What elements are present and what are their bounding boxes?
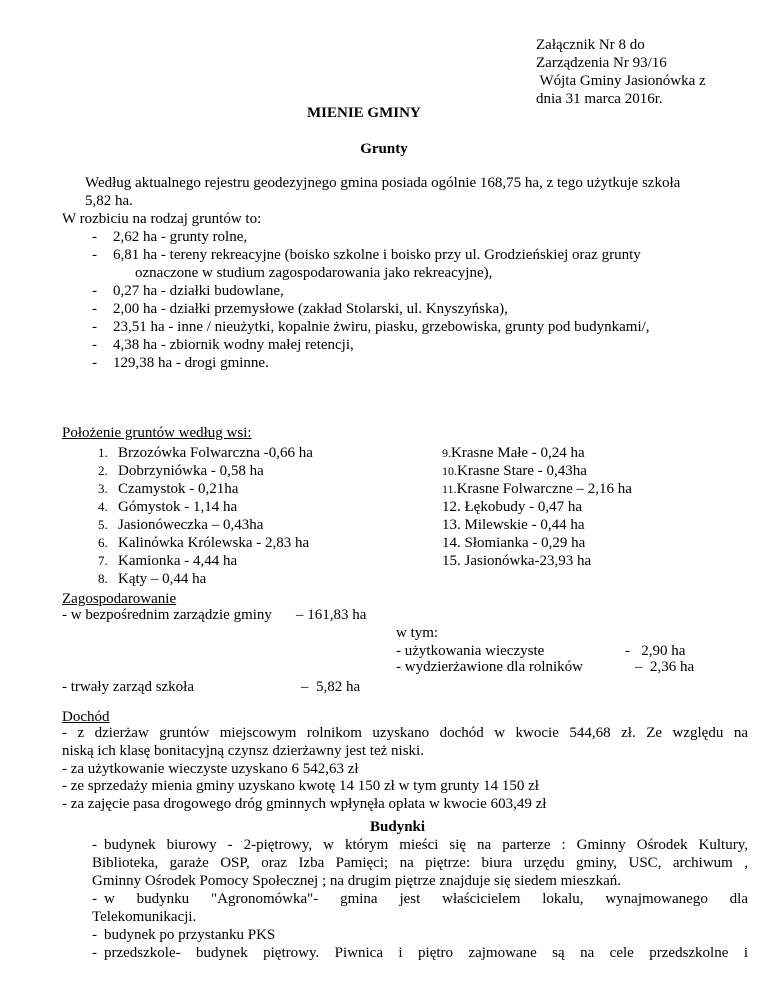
list-item: 2,00 ha - działki przemysłowe (zakład Stolarski, ul. Knyszyńska), — [113, 301, 508, 317]
list-item: 4,38 ha - zbiornik wodny małej retencji, — [113, 337, 354, 353]
dochod-line: - za zajęcie pasa drogowego dróg gminnych wpłynęła opłata w kwocie 603,49 zł — [62, 796, 547, 812]
list-item: 5. Jasionóweczka – 0,43ha — [98, 517, 264, 533]
zag-uzytk-label: - użytkowania wieczyste — [396, 643, 545, 659]
building-item-continuation: Telekomunikacji. — [92, 909, 197, 925]
list-bullet: - — [92, 247, 97, 263]
list-item-continuation: oznaczone w studium zagospodarowania jako rekreacyjne), — [135, 265, 493, 281]
building-item-continuation: Biblioteka, garaże OSP, oraz Izba Pamięci; na piętrze: biura urzędu gminy, USC, archiwum , — [92, 855, 748, 871]
list-item: 0,27 ha - działki budowlane, — [113, 283, 284, 299]
building-item: w budynku "Agronomówka"- gmina jest właścicielem lokalu, wynajmowanego dla — [104, 891, 748, 907]
list-bullet: - — [92, 945, 97, 961]
building-item: przedszkole- budynek piętrowy. Piwnica i piętro zajmowane są na cele przedszkolne i — [104, 945, 748, 961]
list-item: 14. Słomianka - 0,29 ha — [442, 535, 586, 551]
attachment-line: Zarządzenia Nr 93/16 — [536, 55, 667, 71]
list-item: 13. Milewskie - 0,44 ha — [442, 517, 585, 533]
dochod-line: - z dzierżaw gruntów miejscowym rolnikom uzyskano dochód w kwocie 544,68 zł. Ze względu na — [62, 725, 748, 741]
list-item: 12. Łękobudy - 0,47 ha — [442, 499, 582, 515]
list-item: 3. Czamystok - 0,21ha — [98, 481, 239, 497]
zag-wtym: w tym: — [396, 625, 439, 641]
zag-uzytk-value: - 2,90 ha — [625, 643, 686, 659]
list-item: 23,51 ha - inne / nieużytki, kopalnie żwiru, piasku, grzebowiska, grunty pod budynkami/, — [113, 319, 650, 335]
list-item: 1. Brzozówka Folwarczna -0,66 ha — [98, 445, 313, 461]
breakdown-intro: W rozbiciu na rodzaj gruntów to: — [62, 211, 262, 227]
list-item: 129,38 ha - drogi gminne. — [113, 355, 269, 371]
list-bullet: - — [92, 837, 97, 853]
dochod-line: - ze sprzedaży mienia gminy uzyskano kwotę 14 150 zł w tym grunty 14 150 zł — [62, 778, 539, 794]
section-heading-budynki: Budynki — [370, 819, 426, 835]
zag-wydz-value: – 2,36 ha — [635, 659, 695, 675]
building-item-continuation: Gminny Ośrodek Pomocy Społecznej ; na drugim piętrze znajduje się siedem mieszkań. — [92, 873, 622, 889]
villages-right — [442, 444, 632, 570]
building-item: budynek po przystanku PKS — [104, 927, 276, 943]
list-item: 2,62 ha - grunty rolne, — [113, 229, 248, 245]
dochod-line: niską ich klasę bonitacyjną czynsz dzierżawny jest też niski. — [62, 743, 424, 759]
list-item: 15. Jasionówka-23,93 ha — [442, 553, 592, 569]
dochod-heading: Dochód — [62, 709, 110, 725]
intro-line: Według aktualnego rejestru geodezyjnego gmina posiada ogólnie 168,75 ha, z tego użytkuje szkoła — [85, 175, 681, 191]
list-bullet: - — [92, 927, 97, 943]
list-item: 9.Krasne Małe - 0,24 ha — [442, 445, 585, 461]
list-bullet: - — [92, 891, 97, 907]
villages-left — [98, 444, 313, 588]
list-item: 2. Dobrzyniówka - 0,58 ha — [98, 463, 264, 479]
list-bullet: - — [92, 319, 97, 335]
list-item: 6,81 ha - tereny rekreacyjne (boisko szkolne i boisko przy ul. Grodzieńskiej oraz grunty — [113, 247, 641, 263]
section-heading-grunty: Grunty — [360, 141, 408, 157]
list-item: 6. Kalinówka Królewska - 2,83 ha — [98, 535, 310, 551]
zag-wydz-label: - wydzierżawione dla rolników — [396, 659, 584, 675]
attachment-line: Załącznik Nr 8 do — [536, 37, 645, 53]
list-item: 8. Kąty – 0,44 ha — [98, 571, 207, 587]
list-item: 4. Gómystok - 1,14 ha — [98, 499, 238, 515]
zag-heading: Zagospodarowanie — [62, 591, 177, 607]
attachment-note — [536, 36, 756, 108]
attachment-line: Wójta Gminy Jasionówka z — [536, 73, 706, 89]
attachment-line: dnia 31 marca 2016r. — [536, 91, 663, 107]
list-bullet: - — [92, 283, 97, 299]
list-bullet: - — [92, 229, 97, 245]
zag-direct-value: – 161,83 ha — [296, 607, 367, 623]
list-bullet: - — [92, 337, 97, 353]
intro-line: 5,82 ha. — [85, 193, 133, 209]
building-item: budynek biurowy - 2-piętrowy, w którym mieści się na parterze : Gminny Ośrodek Kultury, — [104, 837, 748, 853]
dochod-line: - za użytkowanie wieczyste uzyskano 6 542,63 zł — [62, 761, 359, 777]
page-title: MIENIE GMINY — [307, 105, 421, 121]
zag-school-label: - trwały zarząd szkoła — [62, 679, 195, 695]
location-heading: Położenie gruntów według wsi: — [62, 425, 252, 441]
zag-school-value: – 5,82 ha — [301, 679, 361, 695]
list-bullet: - — [92, 355, 97, 371]
zag-direct-label: - w bezpośrednim zarządzie gminy — [62, 607, 272, 623]
list-item: 11.Krasne Folwarczne – 2,16 ha — [442, 481, 632, 497]
list-item: 10.Krasne Stare - 0,43ha — [442, 463, 587, 479]
list-bullet: - — [92, 301, 97, 317]
list-item: 7. Kamionka - 4,44 ha — [98, 553, 238, 569]
